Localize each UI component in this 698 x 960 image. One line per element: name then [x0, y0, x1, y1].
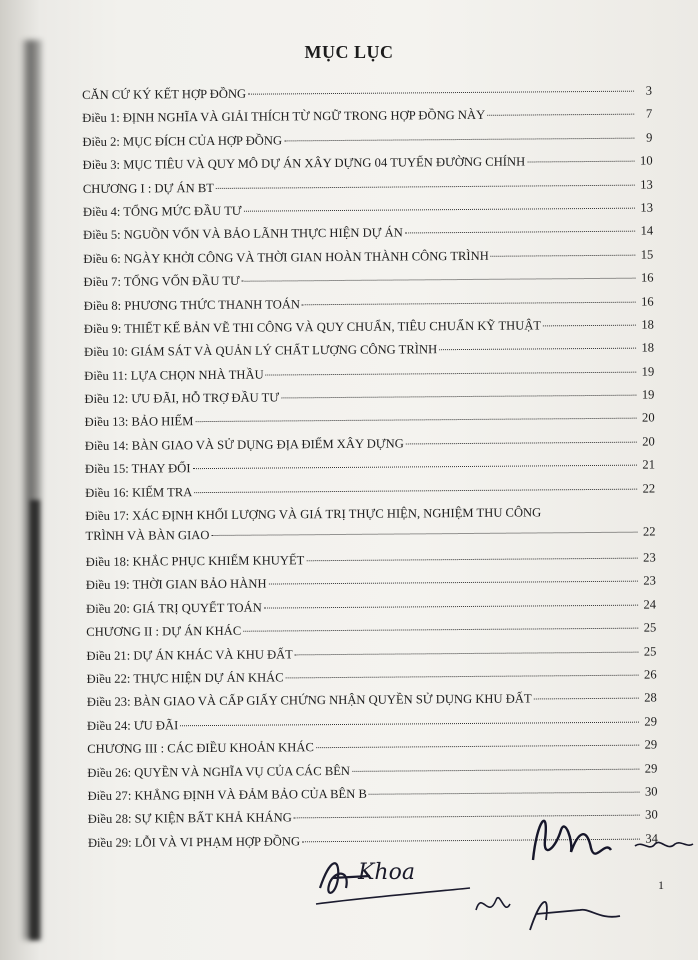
toc-entry-page: 19: [641, 387, 655, 402]
toc-leader-dots: [195, 418, 636, 422]
toc-entry-label: Điều 24: ƯU ĐÃI: [86, 718, 179, 733]
toc-entry-page: 15: [640, 247, 654, 262]
toc-leader-dots: [352, 768, 639, 771]
table-of-contents: [82, 84, 658, 860]
toc-entry-page: 25: [643, 644, 657, 659]
toc-entry-page: 20: [642, 434, 655, 449]
toc-entry-label: Điều 1: ĐỊNH NGHĨA VÀ GIẢI THÍCH TỪ NGỮ TRONG HỢP ĐỒNG NÀY: [82, 108, 486, 126]
toc-leader-dots: [527, 161, 634, 163]
toc-leader-dots: [439, 348, 636, 351]
toc-entry-page: 29: [644, 714, 658, 729]
toc-entry-page: 18: [641, 317, 654, 332]
toc-leader-dots: [269, 581, 638, 585]
toc-leader-dots: [211, 532, 637, 536]
toc-entry-label: Điều 23: BÀN GIAO VÀ CẤP GIẤY CHỨNG NHẬN QUYỀN SỬ DỤNG KHU ĐẤT: [86, 691, 532, 710]
toc-entry-page: 28: [644, 690, 657, 705]
toc-entry-page: 21: [642, 457, 656, 472]
toc-entry-page: 29: [644, 761, 658, 776]
toc-entry-page: 13: [640, 177, 653, 192]
toc-entry-label: Điều 20: GIÁ TRỊ QUYẾT TOÁN: [86, 600, 262, 616]
toc-entry-label: Điều 29: LỖI VÀ VI PHẠM HỢP ĐỒNG: [87, 834, 301, 850]
toc-leader-dots: [248, 91, 634, 95]
toc-entry-page: 18: [641, 340, 655, 355]
toc-entry-label: Điều 7: TỔNG VỐN ĐẦU TƯ: [83, 273, 240, 290]
toc-entry-page: 13: [640, 200, 654, 215]
toc-entry-page: 19: [641, 364, 655, 379]
toc-entry-label: Điều 2: MỤC ĐÍCH CỦA HỢP ĐỒNG: [82, 133, 283, 149]
toc-entry-page: 7: [645, 106, 653, 121]
toc-entry-page: 30: [645, 807, 658, 822]
toc-entry-page: 22: [642, 524, 656, 539]
toc-entry-label: Điều 21: DỰ ÁN KHÁC VÀ KHU ĐẤT: [86, 646, 293, 663]
toc-entry-label: Điều 18: KHẮC PHỤC KHIẾM KHUYẾT: [85, 553, 305, 570]
toc-leader-dots: [242, 278, 636, 282]
toc-leader-dots: [405, 231, 635, 234]
toc-entry-label: Điều 11: LỰA CHỌN NHÀ THẦU: [84, 367, 264, 383]
toc-entry-label: Điều 13: BẢO HIỂM: [84, 414, 194, 430]
toc-entry-label: Điều 16: KIỂM TRA: [85, 484, 193, 500]
toc-entry-page: 3: [645, 83, 653, 98]
toc-leader-dots: [266, 371, 637, 375]
toc-leader-dots: [543, 325, 636, 327]
toc-entry-page: 23: [643, 573, 656, 589]
toc-leader-dots: [543, 513, 637, 514]
toc-entry-page: 34: [645, 831, 658, 846]
toc-entry-page: 16: [640, 270, 654, 285]
toc-entry-label: Điều 10: GIÁM SÁT VÀ QUẢN LÝ CHẤT LƯỢNG CÔNG TRÌNH: [84, 342, 438, 360]
toc-entry-label: Điều 8: PHƯƠNG THỨC THANH TOÁN: [83, 296, 301, 313]
toc-entry-label: CHƯƠNG I : DỰ ÁN BT: [82, 180, 214, 196]
toc-entry-page: 14: [640, 223, 654, 238]
toc-leader-dots: [243, 628, 638, 632]
toc-leader-dots: [281, 395, 636, 399]
toc-entry-label: Điều 19: THỜI GIAN BẢO HÀNH: [85, 576, 267, 593]
toc-entry-label: Điều 15: THAY ĐỔI: [84, 461, 191, 477]
toc-leader-dots: [286, 675, 639, 679]
toc-leader-dots: [284, 137, 634, 141]
toc-entry-label: Điều 28: SỰ KIỆN BẤT KHẢ KHÁNG: [87, 810, 292, 827]
toc-entry-page: 16: [641, 294, 654, 309]
toc-entry-label: Điều 17: XÁC ĐỊNH KHỐI LƯỢNG VÀ GIÁ TRỊ THỰC HIỆN, NGHIỆM THU CÔNG: [85, 505, 542, 524]
toc-entry-label: Điều 22: THỰC HIỆN DỰ ÁN KHÁC: [86, 670, 284, 686]
toc-entry-label: Điều 27: KHẲNG ĐỊNH VÀ ĐẢM BẢO CỦA BÊN B: [87, 786, 367, 803]
toc-entry-label: Điều 9: THIẾT KẾ BẢN VẼ THI CÔNG VÀ QUY CHUẨN, TIÊU CHUẨN KỸ THUẬT: [83, 318, 542, 336]
toc-leader-dots: [316, 745, 639, 749]
toc-entry-label: Điều 3: MỤC TIÊU VÀ QUY MÔ DỰ ÁN XÂY DỰNG 04 TUYẾN ĐƯỜNG CHÍNH: [82, 154, 526, 173]
toc-entry-label: CHƯƠNG III : CÁC ĐIỀU KHOẢN KHÁC: [87, 740, 314, 757]
signature-left-text: Khoa: [358, 860, 415, 885]
page-title: MỤC LỤC: [304, 42, 394, 62]
toc-entry-page: 22: [642, 481, 656, 496]
signature-right: [515, 800, 695, 880]
initials-bottom: [470, 880, 640, 940]
toc-entry-label: Điều 6: NGÀY KHỞI CÔNG VÀ THỜI GIAN HOÀN THÀNH CÔNG TRÌNH: [83, 248, 489, 266]
toc-leader-dots: [244, 208, 635, 212]
toc-leader-dots: [302, 301, 636, 305]
toc-leader-dots: [295, 651, 639, 655]
toc-leader-dots: [193, 465, 637, 469]
toc-entry-page: 10: [639, 153, 653, 168]
toc-entry-page: 25: [643, 620, 657, 635]
toc-leader-dots: [194, 488, 637, 492]
toc-entry-page: 23: [643, 550, 656, 565]
toc-entry-label: CĂN CỨ KÝ KẾT HỢP ĐỒNG: [82, 86, 247, 102]
toc-entry-label: CHƯƠNG II : DỰ ÁN KHÁC: [86, 623, 242, 640]
toc-leader-dots: [487, 114, 634, 116]
toc-entry-label: Điều 5: NGUỒN VỐN VÀ BẢO LÃNH THỰC HIỆN DỰ ÁN: [83, 225, 403, 243]
toc-entry-page: 9: [646, 130, 653, 145]
toc-entry-page: 29: [644, 737, 658, 752]
toc-entry-label: Điều 14: BÀN GIAO VÀ SỬ DỤNG ĐỊA ĐIỂM XÂY DỰNG: [84, 436, 404, 453]
toc-entry-label: Điều 26: QUYỀN VÀ NGHĨA VỤ CỦA CÁC BÊN: [87, 763, 351, 780]
scan-shadow-lower: [30, 500, 40, 940]
toc-leader-dots: [534, 698, 639, 700]
toc-leader-dots: [306, 558, 637, 562]
toc-entry-label: Điều 4: TỔNG MỨC ĐẦU TƯ: [82, 203, 242, 219]
toc-leader-dots: [180, 721, 639, 726]
toc-leader-dots: [369, 792, 640, 795]
toc-leader-dots: [406, 442, 637, 445]
toc-entry-label: Điều 12: ƯU ĐÃI, HỖ TRỢ ĐẦU TƯ: [84, 390, 280, 407]
toc-entry-page: 26: [643, 667, 657, 682]
toc-leader-dots: [491, 254, 636, 256]
toc-leader-dots: [216, 184, 635, 188]
toc-entry-page: 24: [643, 597, 657, 612]
toc-entry-label: TRÌNH VÀ BÀN GIAO: [85, 528, 210, 544]
toc-entry-page: 20: [641, 410, 655, 426]
toc-leader-dots: [264, 604, 638, 608]
toc-entry-page: 30: [644, 784, 658, 799]
page-number: 1: [658, 878, 664, 892]
